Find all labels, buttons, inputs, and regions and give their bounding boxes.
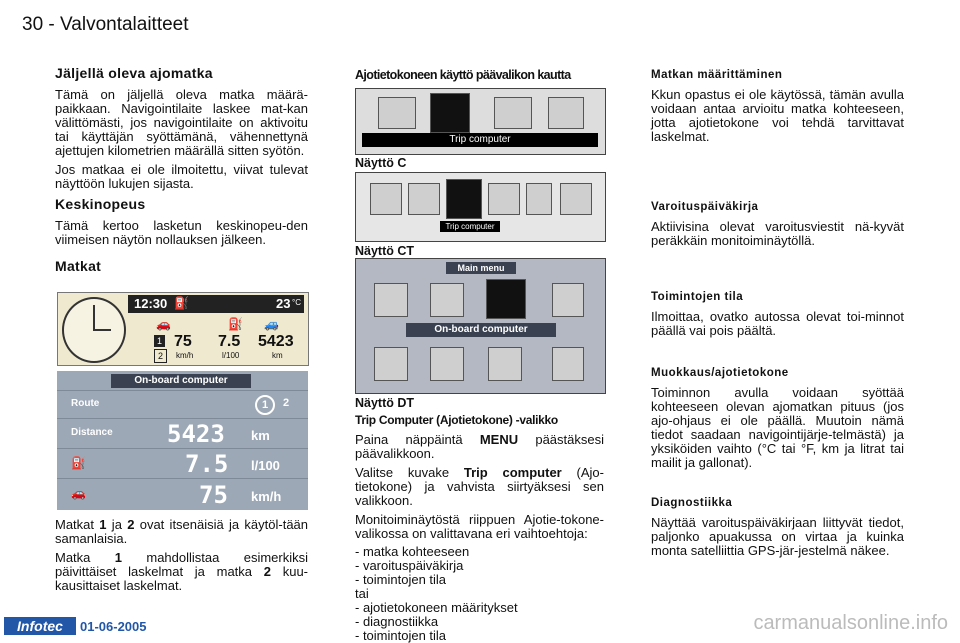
right-section-4 [651, 366, 904, 475]
para-diagnostics: Näyttää varoituspäiväkirjaan liittyvät tiedot, paljonko apuakussa on virtaa ja kuinka monta satelliittia GPS-jär-jestelmä näkee. [651, 515, 904, 558]
onboard-row-speed [57, 478, 308, 511]
heading-function-status: Toimintojen tila [651, 291, 744, 303]
onboard-cons-unit: l/100 [251, 458, 280, 473]
list-item: - diagnostiikka [355, 614, 439, 629]
lcd-time: 12:30 [134, 296, 168, 311]
onboard-title: On-board computer [111, 374, 251, 388]
settings-icon [488, 183, 520, 215]
right-section-3 [651, 290, 904, 343]
watermark: carmanualsonline.info [753, 612, 948, 634]
heading-remaining: Jäljellä oleva ajomatka [55, 65, 213, 81]
lcd-trip-2: 2 [154, 349, 167, 363]
lcd-unit-speed: km/h [176, 351, 194, 360]
map-icon [488, 347, 522, 381]
car-icon: 🚗 [156, 317, 171, 331]
onboard-distance-value: 5423 [167, 420, 225, 448]
navigation-icon [378, 97, 416, 129]
lcd-unit-cons: l/100 [222, 351, 240, 360]
settings-icon [494, 97, 532, 129]
list-separator: tai [355, 586, 369, 601]
right-section-2 [651, 200, 904, 253]
heading-warning-log: Varoituspäiväkirja [651, 201, 759, 213]
config-icon [560, 183, 592, 215]
heading-trip-definition: Matkan määrittäminen [651, 69, 783, 81]
clock-icon [62, 297, 126, 363]
lcd-distance: 5423 [258, 333, 294, 350]
onboard-trip-1: 1 [255, 395, 275, 415]
audio-icon [408, 183, 440, 215]
para-trips-2: Matka 1 mahdollistaa esimerkiksi päivittäiset laskelmat ja matka 2 kuu-kausittaiset laskelmat. [55, 550, 308, 593]
car-icon: 🚗 [71, 486, 86, 500]
para-function-status: Ilmoittaa, ovatko autossa olevat toi-minnot päällä vai pois päältä. [651, 309, 904, 338]
right-section-1 [651, 68, 904, 149]
page-header: 30 - Valvontalaitteet [22, 14, 189, 35]
heading-trips: Matkat [55, 258, 102, 274]
para-trips-1: Matkat 1 ja 2 ovat itsenäisiä ja käytöl-tään samanlaisia. [55, 517, 309, 546]
left-column [55, 66, 308, 281]
trip-computer-icon [486, 279, 526, 319]
para-menu-3: Monitoiminäytöstä riippuen Ajotie-tokone-valikossa on valittavana eri vaihtoehtoja: [355, 512, 604, 541]
screen-c-bar: Trip computer [362, 133, 598, 147]
onboard-speed-value: 75 [199, 481, 228, 509]
para-edit-computer: Toiminnon avulla voidaan syöttää kohteeseen olevan ajomatkan pituus (jos ajo-ohjaus ei ole päällä. Muutoin nämä tiedot saadaan navigointijärje-telmästä) ja yksiköiden vaihto (°C tai °F, km ja litrat tai mailit ja gallonat). [651, 385, 904, 470]
onboard-trip-2: 2 [283, 397, 290, 409]
onboard-cons-value: 7.5 [185, 450, 229, 478]
lcd-display [57, 292, 309, 366]
para-menu-1: Paina näppäintä MENU päästäksesi päävalikkoon. [355, 432, 604, 461]
heading-diagnostics: Diagnostiikka [651, 497, 733, 509]
caption-dt: Näyttö DT [355, 396, 415, 410]
list-item: - matka kohteeseen [355, 544, 470, 559]
trip-computer-icon [446, 179, 482, 219]
dt-main-menu: Main menu [446, 262, 516, 274]
fuel-pump-icon: ⛽ [71, 456, 86, 470]
list-item: - toimintojen tila [355, 628, 447, 643]
screen-ct [355, 172, 606, 242]
para-menu-2: Valitse kuvake Trip computer (Ajo-tietokone) ja vahvista siirtyäksesi sen valikkoon. [355, 465, 604, 508]
footer-date: 01-06-2005 [80, 619, 147, 634]
caption-c: Näyttö C [355, 156, 407, 170]
onboard-speed-unit: km/h [251, 489, 282, 504]
middle-heading: Ajotietokoneen käyttö päävalikon kautta [355, 68, 571, 82]
onboard-computer-display [57, 371, 308, 510]
sub-heading: Trip Computer (Ajotietokone) -valikko [355, 413, 558, 427]
lcd-topbar [128, 295, 304, 313]
phone-icon [526, 183, 552, 215]
lcd-trip-1: 1 [154, 335, 165, 347]
audio-icon [430, 283, 464, 317]
onboard-distance-unit: km [251, 428, 270, 443]
lcd-consumption: 7.5 [218, 333, 241, 350]
para-remaining-1: Tämä on jäljellä oleva matka määrä-paikkaan. Navigointilaite laskee mat-kan välittömästi, jos navigointilaite on aktivoitu tai käyttäjän syöttämänä, vähennettynä ajettujen kilometrien määrällä sitten syötön. [55, 87, 308, 158]
para-trip-definition: Kkun opastus ei ole käytössä, tämän avulla voidaan antaa arvioitu matka kohteeseen, jotta ajotietokone voi tehdä tarvittavat laskelmat. [651, 87, 904, 144]
lcd-temp-unit: °C [292, 298, 301, 307]
pump-icon: ⛽ [228, 317, 243, 331]
fuel-icon: ⛽ [174, 296, 189, 310]
para-warning-log: Aktiivisina olevat varoitusviestit nä-kyvät peräkkäin monitoiminäytöllä. [651, 219, 904, 248]
right-section-5 [651, 496, 904, 563]
dt-bar: On-board computer [406, 323, 556, 337]
route-icon: 🚙 [264, 317, 279, 331]
para-avgspeed: Tämä kertoo lasketun keskinopeu-den viimeisen näytön nollauksen jälkeen. [55, 218, 308, 247]
caption-ct: Näyttö CT [355, 244, 415, 258]
navigation-icon [374, 283, 408, 317]
list-item: - varoituspäiväkirja [355, 558, 464, 573]
infotec-logo: Infotec [4, 617, 76, 635]
lcd-temp: 23 [276, 296, 291, 311]
onboard-route-label: Route [71, 398, 100, 409]
para-remaining-2: Jos matkaa ei ole ilmoitettu, viivat tulevat näyttöön lukujen sijasta. [55, 162, 308, 191]
list-item: - toimintojen tila [355, 572, 447, 587]
video-icon [552, 347, 584, 381]
onboard-row-distance [57, 418, 308, 449]
phone-icon [548, 97, 584, 129]
notebook-icon [552, 283, 584, 317]
settings-icon [430, 347, 464, 381]
onboard-row-route [57, 390, 308, 419]
screen-dt [355, 258, 606, 394]
phone-icon [374, 347, 408, 381]
list-item: - ajotietokoneen määritykset [355, 600, 518, 615]
navigation-icon [370, 183, 402, 215]
onboard-row-consumption [57, 448, 308, 479]
screen-ct-bar: Trip computer [440, 221, 500, 232]
screen-c [355, 88, 606, 155]
trip-computer-icon [430, 93, 470, 133]
lcd-speed: 75 [174, 333, 192, 350]
onboard-distance-label: Distance [71, 427, 113, 438]
lcd-unit-dist: km [272, 351, 283, 360]
heading-avgspeed: Keskinopeus [55, 196, 146, 212]
left-column-bottom [55, 518, 308, 598]
heading-edit-computer: Muokkaus/ajotietokone [651, 367, 789, 379]
middle-column-text [355, 413, 604, 643]
